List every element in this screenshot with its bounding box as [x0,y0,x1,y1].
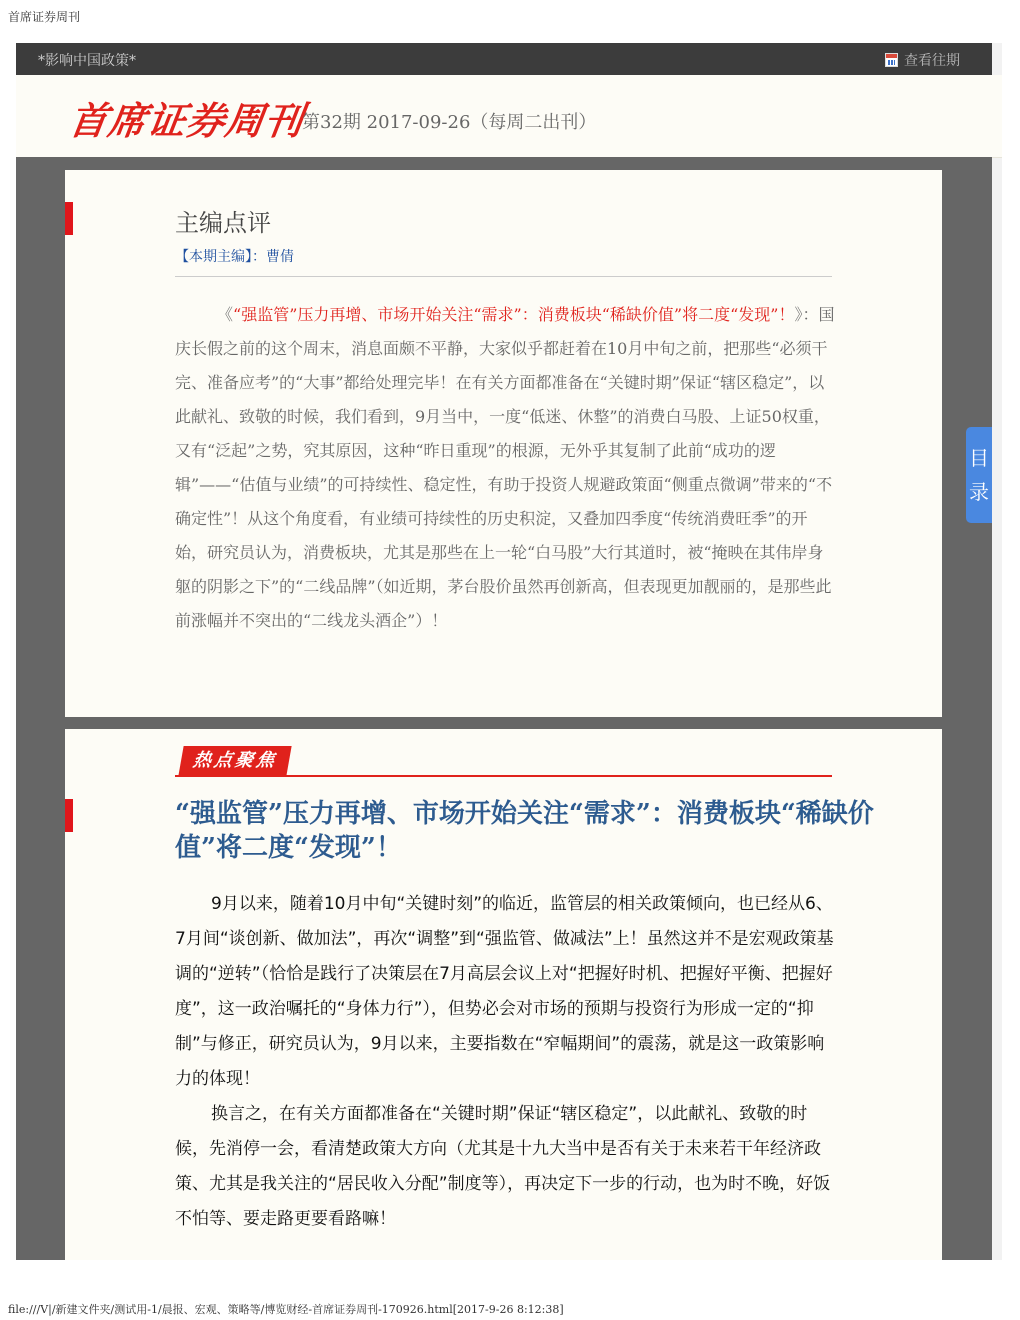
editorial-text [175,298,835,638]
scrollbar[interactable] [992,43,1002,1260]
editorial-body: 国庆长假之前的这个周末，消息面颇不平静，大家似乎都赶着在10月中旬之前，把那些“必须干完、准备应考”的“大事”都给处理完毕！在有关方面都准备在“关键时期”保证“辖区稳定”，以此献礼、致敬的时候，我们看到，9月当中，一度“低迷、休整”的消费白马股、上证50权重，又有“泛起”之势，究其原因，这种“昨日重现”的根源，无外乎其复制了此前“成功的逻辑”——“估值与业绩”的可持续性、稳定性，有助于投资人规避政策面“侧重点微调”带来的“不确定性”！从这个角度看，有业绩可持续性的历史积淀，又叠加四季度“传统消费旺季”的开始，研究员认为，消费板块，尤其是那些在上一轮“白马股”大行其道时，被“掩映在其伟岸身躯的阴影之下”的“二线品牌”（如近期，茅台股价虽然再创新高，但表现更加靓丽的，是那些此前涨幅并不突出的“二线龙头酒企”）！ [175,305,835,630]
section-marker [65,799,73,832]
print-header: 首席证券周刊 [8,10,81,24]
quote-close: 》： [794,305,819,324]
article-paragraph: 9月以来，随着10月中旬“关键时刻”的临近，监管层的相关政策倾向，也已经从6、7月间“谈创新、做加法”，再次“调整”到“强监管、做减法”上！虽然这并不是宏观政策基调的“逆转”（恰恰是践行了决策层在7月高层会议上对“把握好时机、把握好平衡、把握好度”，这一政治嘱托的“身体力行”），但势必会对市场的预期与投资行为形成一定的“抑制”与修正，研究员认为，9月以来，主要指数在“窄幅期间”的震荡，就是这一政策影响力的体现！ [175,894,834,1089]
print-footer: file:///V|/新建文件夹/测试用-1/晨报、宏观、策略等/博览财经-首席证券周刊-170926.html[2017-9-26 8:12:38] [8,1303,564,1316]
toc-button[interactable]: 目录 [966,427,992,523]
divider [175,775,832,777]
editorial-quote-title[interactable]: “强监管”压力再增、市场开始关注“需求”：消费板块“稀缺价值”将二度“发现”！ [233,305,795,324]
calendar-icon [885,53,898,67]
slogan: *影响中国政策* [38,53,136,69]
section-marker [65,202,73,235]
hot-topic-card [65,729,942,1260]
view-archive-label: 查看往期 [904,53,960,69]
editorial-title: 主编点评 [175,209,271,237]
editorial-card [65,170,942,717]
top-bar [16,43,992,75]
article-paragraph: 换言之，在有关方面都准备在“关键时期”保证“辖区稳定”，以此献礼、致敬的时候，先消停一会，看清楚政策大方向（尤其是十九大当中是否有关于未来若干年经济政策、尤其是我关注的“居民收入分配”制度等），再决定下一步的行动，也为时不晚，好饭不怕等、要走路更要看路嘛！ [175,1104,831,1229]
editor-line [175,246,294,266]
editor-name: 曹倩 [266,249,294,265]
hot-topic-badge: 热点聚焦 [178,746,291,776]
brand-logo: 首席证券周刊 [66,99,307,143]
article-headline: “强监管”压力再增、市场开始关注“需求”：消费板块“稀缺价值”将二度“发现”！ [175,799,874,863]
quote-open: 《 [217,305,234,324]
masthead [16,75,1002,158]
issue-info: 第32期 2017-09-26（每周二出刊） [302,112,597,133]
editor-label: 【本期主编】： [175,249,266,265]
article-body [175,887,835,1237]
view-archive-link[interactable] [885,50,960,70]
divider [175,276,832,277]
